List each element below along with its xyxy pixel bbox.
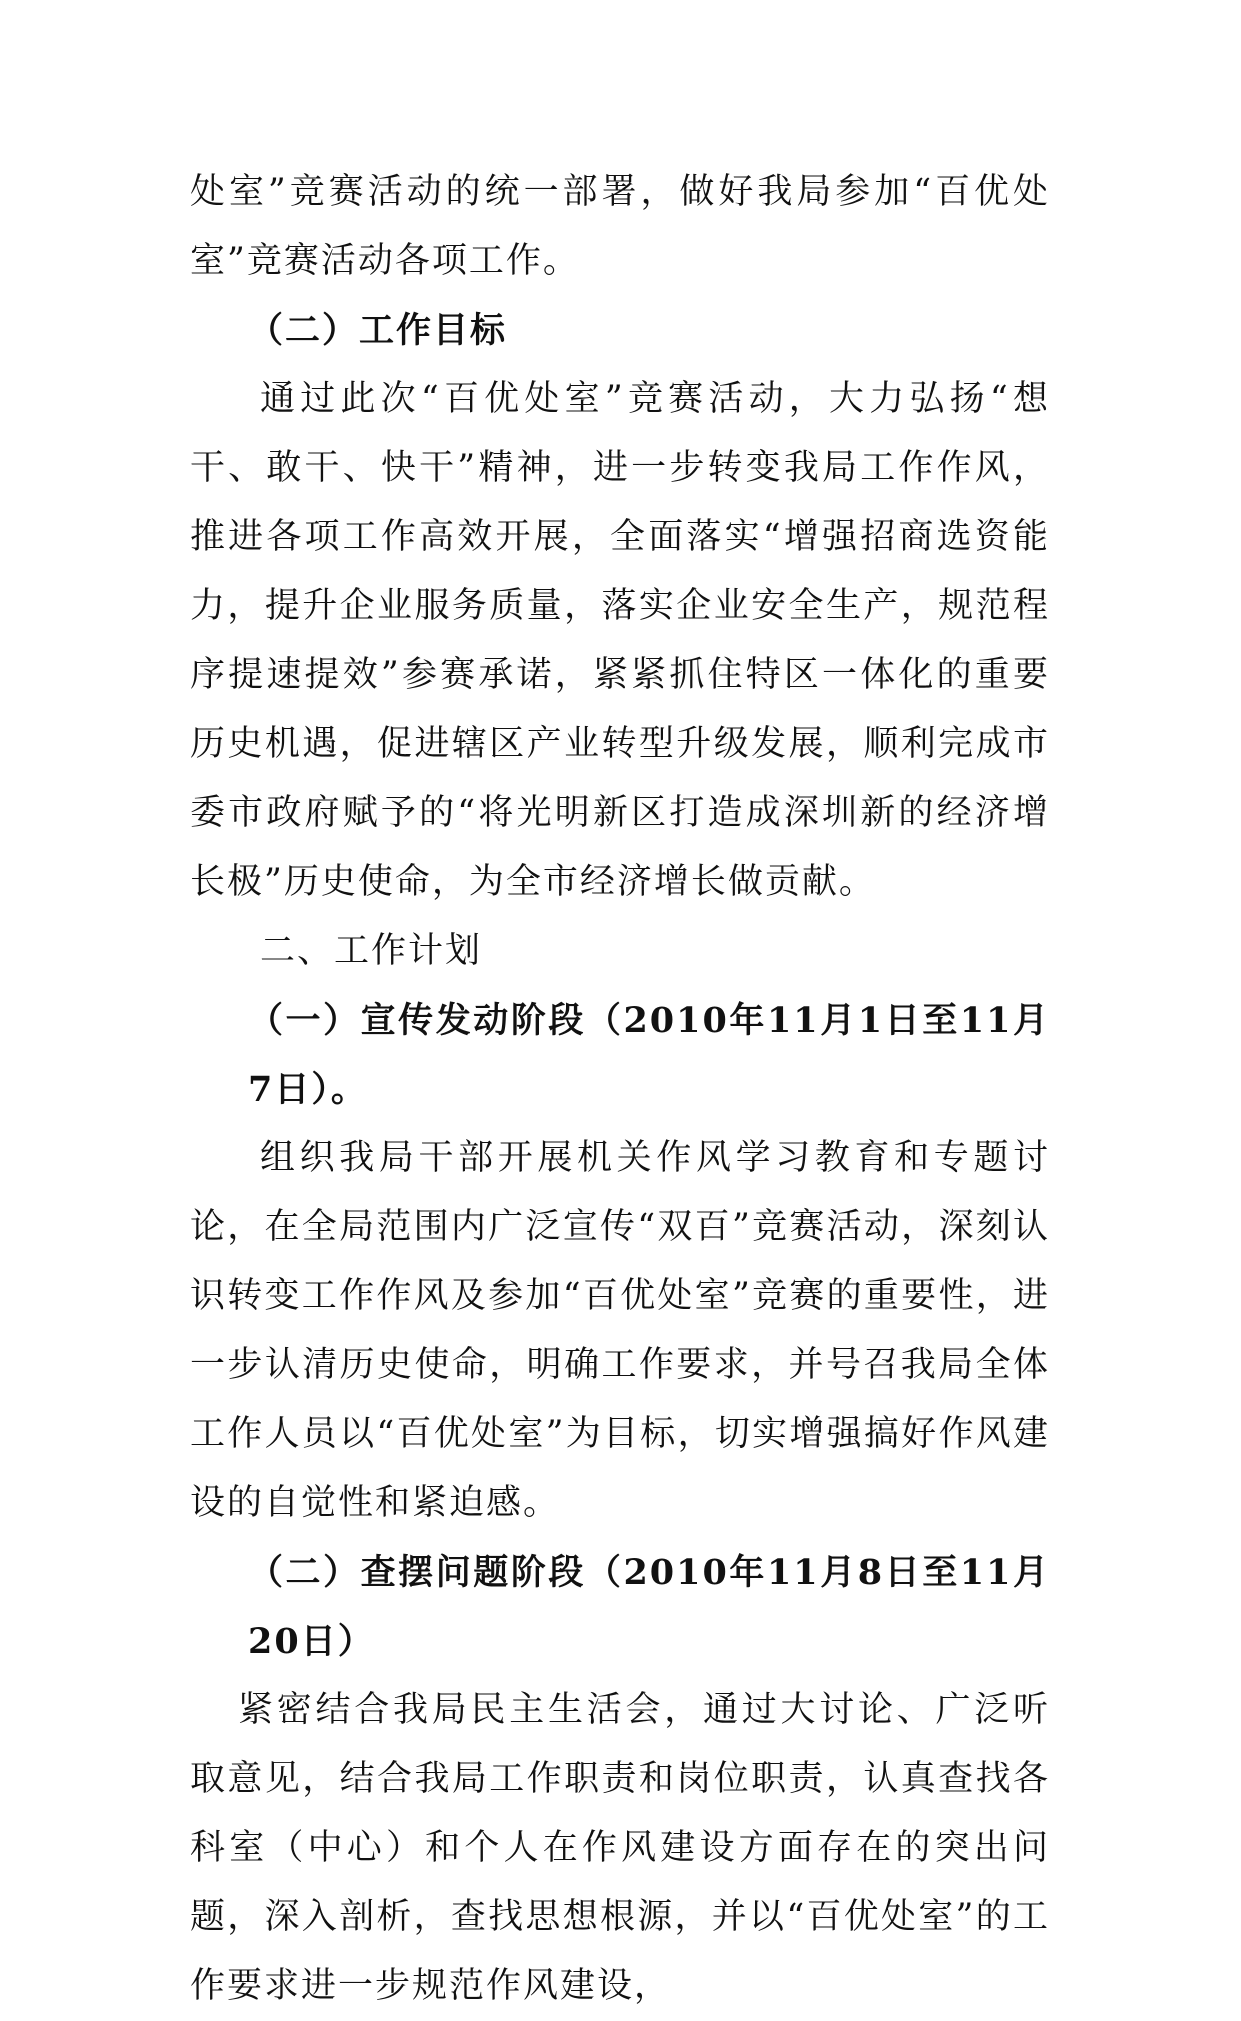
heading-work-goal: （二）工作目标 xyxy=(248,310,508,351)
heading-work-plan: 二、工作计划 xyxy=(260,931,483,971)
heading-stage-problems: （二）查摆问题阶段（2010年11月8日至11月20日） xyxy=(248,1552,1050,1662)
paragraph-stage-publicity: 组织我局干部开展机关作风学习教育和专题讨论，在全局范围内广泛宣传“双百”竞赛活动，深刻认识转变工作作风及参加“百优处室”竞赛的重要性，进一步认清历史使命，明确工作要求，并号召我局全体工作人员以“百优处室”为目标，切实增强搞好作风建设的自觉性和紧迫感。 xyxy=(190,1138,1050,1523)
document-body xyxy=(190,158,1050,2021)
paragraph-stage-problems: 紧密结合我局民主生活会，通过大讨论、广泛听取意见，结合我局工作职责和岗位职责，认真查找各科室（中心）和个人在作风建设方面存在的突出问题，深入剖析，查找思想根源，并以“百优处室”的工作要求进一步规范作风建设， xyxy=(190,1690,1050,2006)
paragraph-work-goal: 通过此次“百优处室”竞赛活动，大力弘扬“想干、敢干、快干”精神，进一步转变我局工作作风，推进各项工作高效开展，全面落实“增强招商选资能力，提升企业服务质量，落实企业安全生产，规范程序提速提效”参赛承诺，紧紧抓住特区一体化的重要历史机遇，促进辖区产业转型升级发展，顺利完成市委市政府赋予的“将光明新区打造成深圳新的经济增长极”历史使命，为全市经济增长做贡献。 xyxy=(190,379,1050,902)
paragraph-continuation: 处室”竞赛活动的统一部署，做好我局参加“百优处室”竞赛活动各项工作。 xyxy=(190,172,1050,281)
heading-stage-publicity: （一）宣传发动阶段（2010年11月1日至11月7日）。 xyxy=(248,1000,1050,1110)
